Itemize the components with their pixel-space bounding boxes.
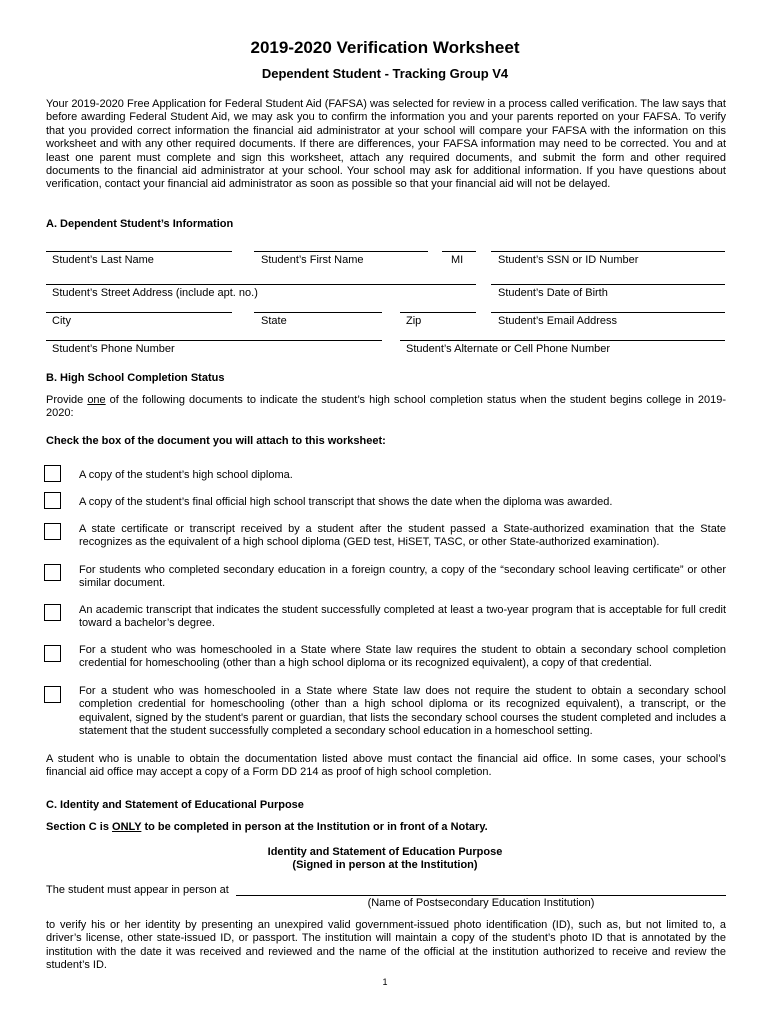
state-input[interactable] <box>254 312 382 313</box>
ssn-input[interactable] <box>491 251 725 252</box>
phone-input[interactable] <box>46 340 382 341</box>
zip-input[interactable] <box>400 312 476 313</box>
option-academic-transcript-text: An academic transcript that indicates the student successfully completed at least a two-year program that is acceptable for full credit toward a bachelor’s degree. <box>79 604 726 630</box>
section-c-heading: C. Identity and Statement of Educational Purpose <box>46 799 304 811</box>
page-subtitle: Dependent Student - Tracking Group V4 <box>261 66 509 81</box>
option-academic-transcript-checkbox[interactable] <box>44 604 61 621</box>
last-name-label: Student’s Last Name <box>52 254 154 266</box>
verify-paragraph: to verify his or her identity by presenting an unexpired valid government-issued photo identification (ID), such as, but not limited to, a driver’s license, other state-issued ID, or passport. The institution will maintain a copy of the student’s photo ID that is annotated by the institution with the date it was received and reviewed and the name of the official at the institution authorized to receive and review the student’s ID. <box>46 919 726 972</box>
option-diploma-checkbox[interactable] <box>44 465 61 482</box>
city-label: City <box>52 315 71 327</box>
dob-label: Student’s Date of Birth <box>498 287 608 299</box>
appear-text: The student must appear in person at <box>46 884 229 896</box>
state-label: State <box>261 315 287 327</box>
option-transcript-checkbox[interactable] <box>44 492 61 509</box>
identity-subhead-title: Identity and Statement of Education Purpose <box>267 846 503 858</box>
mi-input[interactable] <box>442 251 476 252</box>
instruction-text-end: to be completed in person at the Institution or in front of a Notary. <box>141 821 488 833</box>
page-number: 1 <box>382 977 388 987</box>
section-c-instruction <box>46 821 726 834</box>
city-input[interactable] <box>46 312 232 313</box>
section-b-heading: B. High School Completion Status <box>46 372 225 384</box>
institution-name-input[interactable] <box>236 895 726 896</box>
instruction-text: Section C is <box>46 821 113 833</box>
zip-label: Zip <box>406 315 422 327</box>
address-input[interactable] <box>46 284 476 285</box>
option-homeschool-transcript-text: For a student who was homeschooled in a State where State law does not require the student to obtain a secondary school completion credential for homeschooling (other than a high school diploma or its recognized equivalent), a transcript, or the equivalent, signed by the student's parent or guardian, that lists the secondary school courses the student completed and includes a statement that the student successfully completed a secondary school education in a homeschool setting. <box>79 685 726 738</box>
instruction-only-emphasis: ONLY <box>112 821 142 833</box>
section-b-note: A student who is unable to obtain the documentation listed above must contact the financial aid office. In some cases, your school’s financial aid office may accept a copy of a Form DD 214 as proof of high school completion. <box>46 753 726 779</box>
email-label: Student’s Email Address <box>498 315 618 327</box>
option-state-certificate-checkbox[interactable] <box>44 523 61 540</box>
address-label: Student’s Street Address (include apt. no.) <box>52 287 258 299</box>
option-foreign-certificate-text: For students who completed secondary education in a foreign country, a copy of the “secondary school leaving certificate” or other similar document. <box>79 564 726 590</box>
option-homeschool-transcript-checkbox[interactable] <box>44 686 61 703</box>
first-name-label: Student’s First Name <box>261 254 364 266</box>
page-title: 2019-2020 Verification Worksheet <box>250 38 520 57</box>
check-instruction: Check the box of the document you will attach to this worksheet: <box>46 435 386 447</box>
alt-phone-label: Student’s Alternate or Cell Phone Number <box>406 343 611 355</box>
dob-input[interactable] <box>491 284 725 285</box>
ssn-label: Student’s SSN or ID Number <box>498 254 639 266</box>
last-name-input[interactable] <box>46 251 232 252</box>
alt-phone-input[interactable] <box>400 340 725 341</box>
intro-paragraph: Your 2019-2020 Free Application for Federal Student Aid (FAFSA) was selected for review in a process called verification. The law says that before awarding Federal Student Aid, we may ask you to confirm the information you and your parents reported on your FAFSA. To verify that you provided correct information the financial aid administrator at your school will compare your FAFSA with the information on this worksheet and with any other required documents. If there are differences, your FAFSA information may need to be corrected. You and at least one parent must complete and sign this worksheet, attach any required documents, and submit the form and other required documents to the financial aid administrator at your school. Your school may ask for additional information. If you have questions about verification, contact your financial aid administrator as soon as possible so that your financial aid will not be delayed. <box>46 98 726 191</box>
phone-label: Student’s Phone Number <box>52 343 175 355</box>
mi-label: MI <box>451 254 464 266</box>
option-transcript-text: A copy of the student’s final official high school transcript that shows the date when the diploma was awarded. <box>79 496 613 508</box>
provide-instruction <box>46 394 726 421</box>
section-a-heading: A. Dependent Student’s Information <box>46 218 234 230</box>
email-input[interactable] <box>491 312 725 313</box>
institution-caption: (Name of Postsecondary Education Institution) <box>367 897 595 909</box>
option-foreign-certificate-checkbox[interactable] <box>44 564 61 581</box>
first-name-input[interactable] <box>254 251 428 252</box>
provide-text: Provide <box>46 394 88 406</box>
option-diploma-text: A copy of the student’s high school diploma. <box>79 469 293 481</box>
option-homeschool-credential-checkbox[interactable] <box>44 645 61 662</box>
provide-one-emphasis: one <box>87 394 106 406</box>
provide-text-end: of the following documents to indicate the student’s high school completion status when the student begins college in 2019-2020: <box>46 394 726 420</box>
option-homeschool-credential-text: For a student who was homeschooled in a State where State law requires the student to obtain a secondary school completion credential for homeschooling (other than a high school diploma or its recognized equivalent), a copy of that credential. <box>79 644 726 670</box>
option-state-certificate-text: A state certificate or transcript received by a student after the student passed a State-authorized examination that the State recognizes as the equivalent of a high school diploma (GED test, HiSET, TASC, or other State-authorized examination). <box>79 523 726 549</box>
identity-subhead-note: (Signed in person at the Institution) <box>292 859 478 871</box>
